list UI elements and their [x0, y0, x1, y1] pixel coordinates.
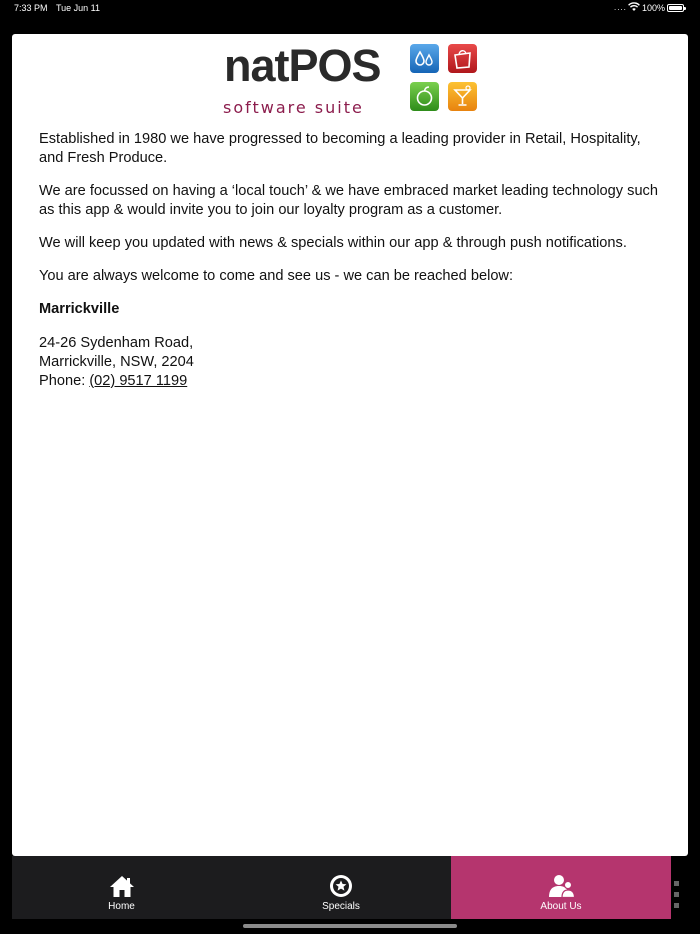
tab-home[interactable] — [12, 856, 231, 919]
tab-home-label: Home — [108, 901, 135, 912]
logo-wordmark: natPOS — [224, 40, 381, 91]
tab-specials[interactable] — [231, 856, 451, 919]
address-line-2: Marrickville, NSW, 2204 — [39, 354, 194, 370]
shopping-bag-tile-icon — [448, 44, 477, 73]
status-date: Tue Jun 11 — [56, 3, 101, 13]
tab-about-us-label: About Us — [540, 901, 582, 912]
technology-paragraph: We are focussed on having a ‘local touch’ & we have embraced market leading technology such as this app & would invite you to join our loyalty program as a customer. — [39, 183, 658, 218]
battery-percent: 100% — [642, 3, 666, 13]
logo-tagline: software suite — [223, 98, 364, 117]
star-badge-icon — [328, 873, 354, 899]
apple-tile-icon — [410, 82, 439, 111]
cellular-dots-icon: .... — [614, 3, 627, 12]
address-line-1: 24-26 Sydenham Road, — [39, 335, 194, 351]
intro-paragraph: Established in 1980 we have progressed to becoming a leading provider in Retail, Hospitality, and Fresh Produce. — [39, 131, 641, 166]
status-time: 7:33 PM — [14, 3, 48, 13]
contact-paragraph: You are always welcome to come and see us - we can be reached below: — [39, 268, 514, 284]
tab-bar — [12, 856, 671, 919]
cocktail-glass-tile-icon — [448, 82, 477, 111]
more-dots-icon[interactable] — [673, 881, 681, 911]
status-bar — [0, 0, 700, 18]
phone-line — [39, 372, 669, 391]
wifi-icon — [628, 2, 640, 14]
about-content — [12, 34, 688, 856]
battery-icon — [667, 4, 684, 12]
home-icon — [109, 873, 135, 899]
tab-specials-label: Specials — [322, 901, 360, 912]
branch-name: Marrickville — [39, 301, 120, 317]
phone-label: Phone: — [39, 373, 90, 389]
home-indicator — [243, 924, 457, 928]
natpos-logo — [222, 42, 482, 118]
tab-about-us[interactable] — [451, 856, 671, 919]
updates-paragraph: We will keep you updated with news & specials within our app & through push notifications. — [39, 235, 627, 251]
water-drop-tile-icon — [410, 44, 439, 73]
users-icon — [548, 873, 574, 899]
about-text — [39, 130, 669, 391]
phone-link[interactable]: (02) 9517 1199 — [89, 373, 188, 389]
